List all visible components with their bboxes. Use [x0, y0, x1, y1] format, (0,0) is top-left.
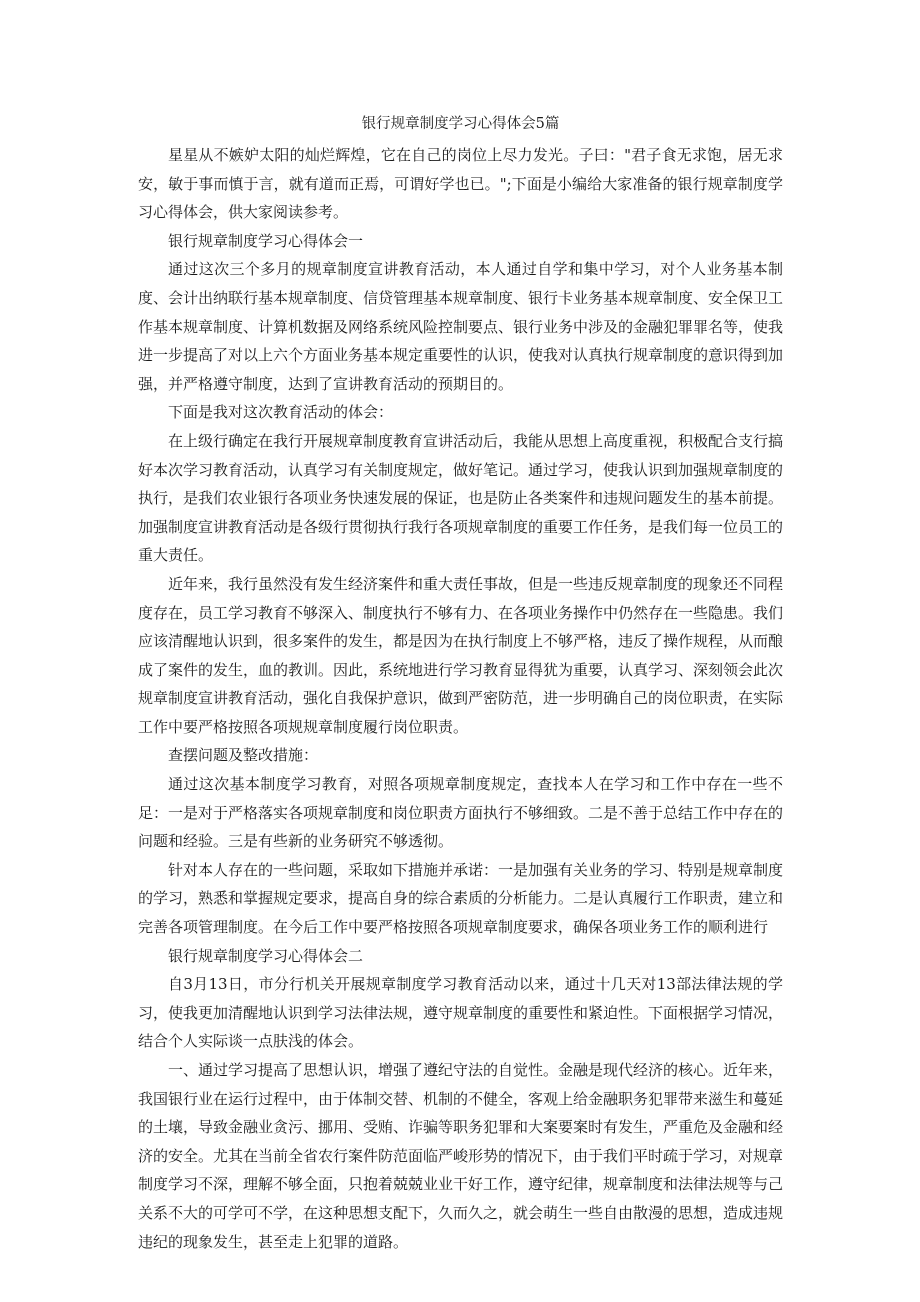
- section2-paragraph-2: 一、通过学习提高了思想认识，增强了遵纪守法的自觉性。金融是现代经济的核心。近年来，我国银行业在运行过程中，由于体制交替、机制的不健全，客观上给金融职务犯罪带来滋生和蔓延的土壤，导致金融业贪污、挪用、受贿、诈骗等职务犯罪和大案要案时有发生，严重危及金融和经济的安全。尤其在当前全省农行案件防范面临严峻形势的情况下，由于我们平时疏于学习，对规章制度学习不深，理解不够全面，只抱着兢兢业业干好工作，遵守纪律，规章制度和法律法规等与己关系不大的可学可不学，在这种思想支配下，久而久之，就会萌生一些自由散漫的思想，造成违规违纪的现象发生，甚至走上犯罪的道路。: [138, 1061, 784, 1251]
- section-heading-1: 银行规章制度学习心得体会一: [168, 231, 364, 250]
- document-page: [138, 110, 783, 1256]
- intro-paragraph: 星星从不嫉妒太阳的灿烂辉煌，它在自己的岗位上尽力发光。子曰："君子食无求饱，居无求安，敏于事而慎于言，就有道而正焉，可谓好学也已。";下面是小编给大家准备的银行规章制度学习心得体会，供大家阅读参考。: [138, 146, 783, 222]
- section1-paragraph-3: 在上级行确定在我行开展规章制度教育宣讲活动后，我能从思想上高度重视，积极配合支行搞好本次学习教育活动，认真学习有关制度规定，做好笔记。通过学习，使我认识到加强规章制度的执行，是我们农业银行各项业务快速发展的保证，也是防止各类案件和违规问题发生的基本前提。加强制度宣讲教育活动是各级行贯彻执行我行各项规章制度的重要工作任务，是我们每一位员工的重大责任。: [138, 431, 784, 565]
- section1-paragraph-2: 下面是我对这次教育活动的体会：: [168, 403, 394, 422]
- section1-paragraph-6: 通过这次基本制度学习教育，对照各项规章制度规定，查找本人在学习和工作中存在一些不足：一是对于严格落实各项规章制度和岗位职责方面执行不够细致。二是不善于总结工作中存在的问题和经验。三是有些新的业务研究不够透彻。: [138, 775, 784, 851]
- document-title: 银行规章制度学习心得体会5篇: [361, 116, 560, 132]
- section-heading-2: 银行规章制度学习心得体会二: [168, 946, 364, 965]
- section1-paragraph-1: 通过这次三个多月的规章制度宣讲教育活动，本人通过自学和集中学习，对个人业务基本制度、会计出纳联行基本规章制度、信贷管理基本规章制度、银行卡业务基本规章制度、安全保卫工作基本规章制度、计算机数据及网络系统风险控制要点、银行业务中涉及的金融犯罪罪名等，使我进一步提高了对以上六个方面业务基本规定重要性的认识，使我对认真执行规章制度的意识得到加强，并严格遵守制度，达到了宣讲教育活动的预期目的。: [138, 260, 784, 393]
- section1-paragraph-5: 查摆问题及整改措施：: [168, 746, 319, 765]
- section1-paragraph-4: 近年来，我行虽然没有发生经济案件和重大责任事故，但是一些违反规章制度的现象还不同程度存在，员工学习教育不够深入、制度执行不够有力、在各项业务操作中仍然存在一些隐患。我们应该清醒地认识到，很多案件的发生，都是因为在执行制度上不够严格，违反了操作规程，从而酿成了案件的发生，血的教训。因此，系统地进行学习教育显得犹为重要，认真学习、深刻领会此次规章制度宣讲教育活动，强化自我保护意识，做到严密防范，进一步明确自己的岗位职责，在实际工作中要严格按照各项规规章制度履行岗位职责。: [138, 574, 784, 736]
- section2-paragraph-1: 自3月13日，市分行机关开展规章制度学习教育活动以来，通过十几天对13部法律法规的学习，使我更加清醒地认识到学习法律法规，遵守规章制度的重要性和紧迫性。下面根据学习情况，结合个人实际谈一点肤浅的体会。: [138, 975, 784, 1051]
- section1-paragraph-7: 针对本人存在的一些问题，采取如下措施并承诺：一是加强有关业务的学习、特别是规章制度的学习，熟悉和掌握规定要求，提高自身的综合素质的分析能力。二是认真履行工作职责，建立和完善各项管理制度。在今后工作中要严格按照各项规章制度要求，确保各项业务工作的顺利进行: [138, 860, 784, 937]
